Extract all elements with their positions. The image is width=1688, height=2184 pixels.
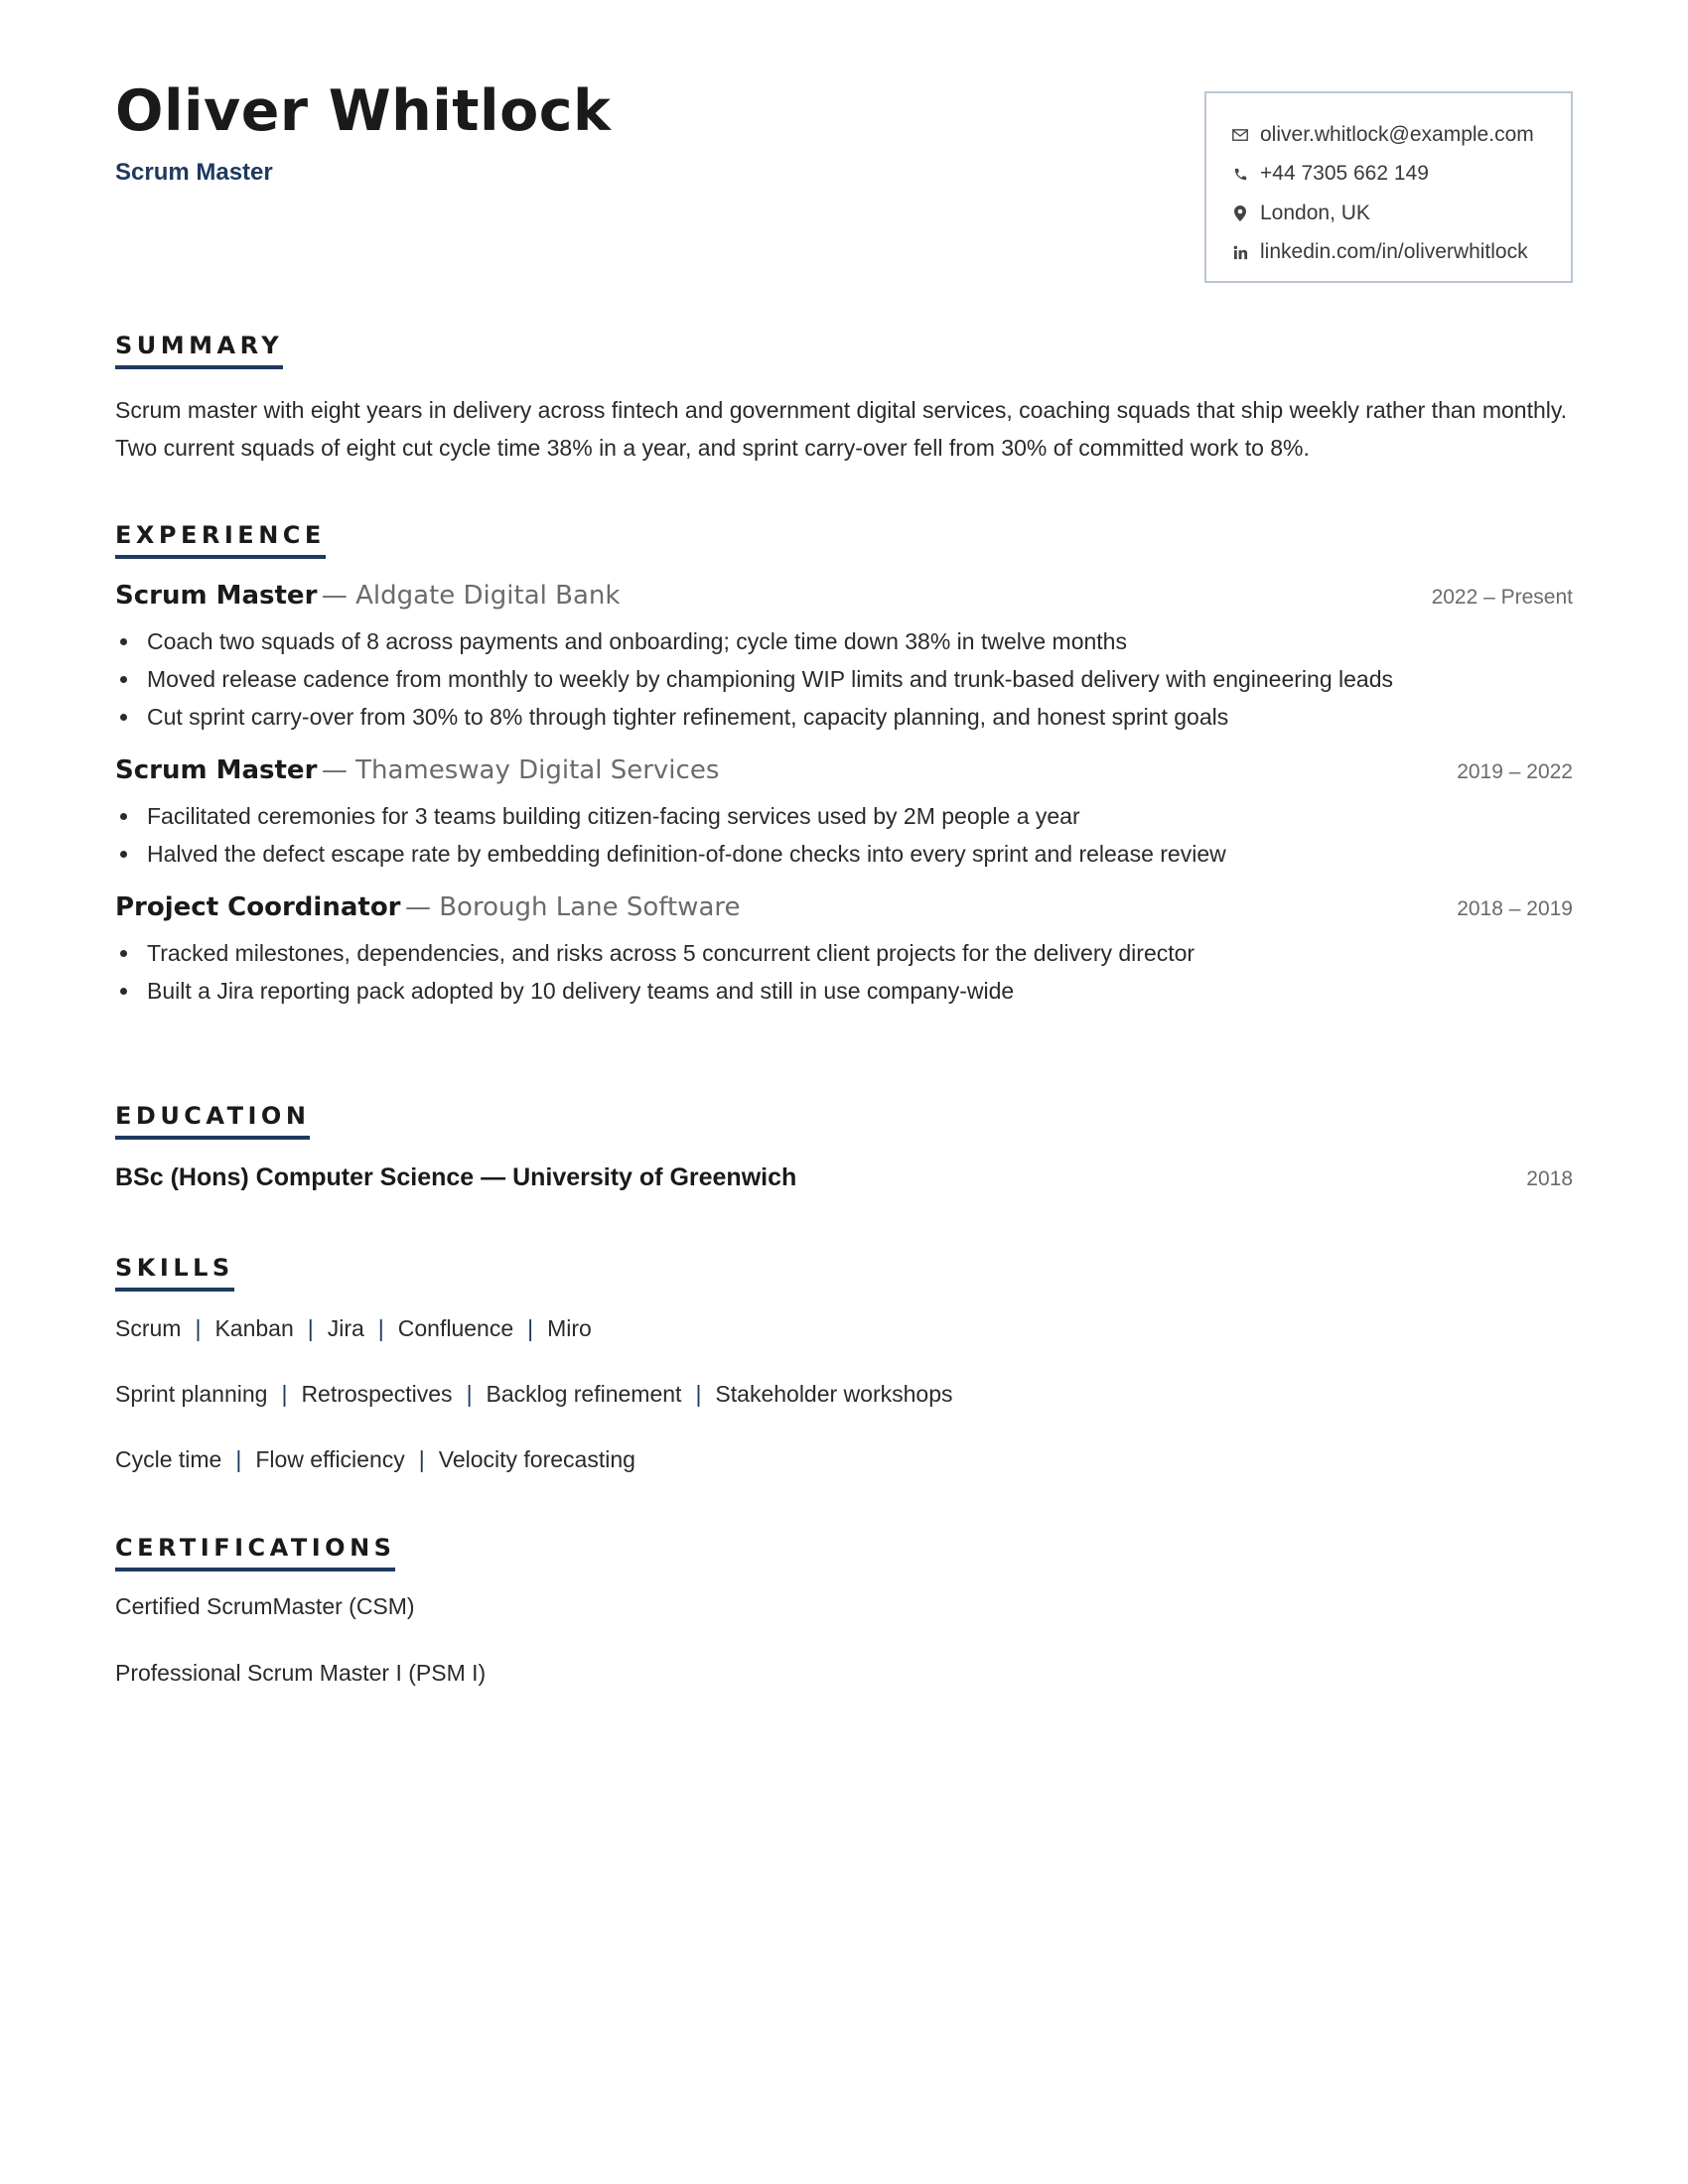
job-bullet: Facilitated ceremonies for 3 teams building citizen-facing services used by 2M people a year	[115, 797, 1573, 835]
job-heading	[115, 755, 719, 785]
job-separator: —	[321, 581, 356, 611]
map-pin-icon	[1230, 204, 1250, 223]
job-title: Project Coordinator	[115, 892, 401, 922]
skill-separator: |	[695, 1381, 702, 1407]
contact-box	[1204, 91, 1573, 283]
job-dates: 2022 – Present	[1431, 586, 1573, 609]
job-bullet: Moved release cadence from monthly to weekly by championing WIP limits and trunk-based delivery with engineering leads	[115, 660, 1573, 698]
certification-item: Certified ScrumMaster (CSM)	[115, 1593, 415, 1619]
contact-linkedin-row[interactable]	[1230, 233, 1571, 273]
skill-item: Miro	[547, 1315, 592, 1341]
job-header	[115, 755, 1573, 791]
job-bullet: Halved the defect escape rate by embedding definition-of-done checks into every sprint and release review	[115, 835, 1573, 873]
contact-phone[interactable]: +44 7305 662 149	[1260, 162, 1429, 186]
skill-separator: |	[307, 1315, 314, 1341]
summary-section	[115, 334, 1573, 467]
contact-phone-row[interactable]	[1230, 155, 1571, 195]
summary-text: Scrum master with eight years in delivery across fintech and government digital services, coaching squads that ship weekly rather than monthly. Two current squads of eight cut cycle time 38% in a year, and sprint carry-over fell from 30% of committed work to 8%.	[115, 397, 1568, 461]
job-bullet: Coach two squads of 8 across payments and onboarding; cycle time down 38% in twelve months	[115, 622, 1573, 660]
job-entry	[115, 755, 1573, 873]
skill-separator: |	[418, 1446, 425, 1472]
skill-separator: |	[527, 1315, 534, 1341]
skill-item: Flow efficiency	[255, 1446, 405, 1472]
candidate-name: Oliver Whitlock	[115, 78, 612, 144]
job-title: Scrum Master	[115, 755, 318, 785]
skill-item: Scrum	[115, 1315, 182, 1341]
education-section	[115, 1104, 1573, 1192]
contact-email-row[interactable]	[1230, 115, 1571, 155]
skill-item: Stakeholder workshops	[715, 1381, 953, 1407]
job-heading	[115, 581, 620, 611]
skill-item: Confluence	[397, 1315, 514, 1341]
mail-icon	[1230, 125, 1250, 145]
job-bullets	[115, 622, 1573, 736]
job-entry	[115, 581, 1573, 736]
contact-location: London, UK	[1260, 201, 1370, 224]
experience-section	[115, 523, 1573, 1010]
skill-separator: |	[235, 1446, 242, 1472]
skill-item: Sprint planning	[115, 1381, 268, 1407]
summary-heading: SUMMARY	[115, 334, 283, 369]
skill-separator: |	[195, 1315, 202, 1341]
skill-item: Jira	[327, 1315, 364, 1341]
job-heading	[115, 892, 740, 922]
skills-line	[115, 1375, 1573, 1440]
skills-line	[115, 1440, 1573, 1506]
job-separator: —	[321, 755, 356, 785]
job-bullets	[115, 797, 1573, 873]
job-company: Thamesway Digital Services	[355, 755, 720, 785]
skill-separator: |	[377, 1315, 384, 1341]
education-entry	[115, 1163, 1573, 1192]
job-entry	[115, 892, 1573, 1010]
job-bullet: Tracked milestones, dependencies, and risks across 5 concurrent client projects for the delivery director	[115, 934, 1573, 972]
education-degree: BSc (Hons) Computer Science — University of Greenwich	[115, 1163, 797, 1191]
job-header	[115, 892, 1573, 928]
resume-header	[115, 0, 1573, 298]
skill-item: Cycle time	[115, 1446, 222, 1472]
skill-item: Backlog refinement	[486, 1381, 682, 1407]
linkedin-icon	[1230, 242, 1250, 262]
certification-item: Professional Scrum Master I (PSM I)	[115, 1660, 487, 1686]
skills-section	[115, 1256, 1573, 1506]
contact-email[interactable]: oliver.whitlock@example.com	[1260, 122, 1534, 146]
job-dates: 2018 – 2019	[1457, 897, 1573, 920]
candidate-role: Scrum Master	[115, 159, 273, 186]
job-bullet: Built a Jira reporting pack adopted by 10 delivery teams and still in use company-wide	[115, 972, 1573, 1010]
job-bullet: Cut sprint carry-over from 30% to 8% through tighter refinement, capacity planning, and honest sprint goals	[115, 698, 1573, 736]
contact-location-row	[1230, 194, 1571, 233]
certifications-heading: CERTIFICATIONS	[115, 1536, 395, 1571]
skill-item: Kanban	[214, 1315, 294, 1341]
education-year: 2018	[1526, 1167, 1573, 1190]
education-heading: EDUCATION	[115, 1104, 310, 1140]
job-company: Borough Lane Software	[439, 892, 741, 922]
phone-icon	[1230, 164, 1250, 184]
resume-page	[115, 0, 1573, 1686]
job-header	[115, 581, 1573, 616]
skill-separator: |	[281, 1381, 288, 1407]
job-dates: 2019 – 2022	[1457, 760, 1573, 783]
certifications-section	[115, 1536, 1573, 1720]
skill-separator: |	[466, 1381, 473, 1407]
contact-linkedin[interactable]: linkedin.com/in/oliverwhitlock	[1260, 240, 1528, 264]
job-company: Aldgate Digital Bank	[355, 581, 621, 611]
job-title: Scrum Master	[115, 581, 318, 611]
skills-heading: SKILLS	[115, 1256, 234, 1292]
skill-item: Retrospectives	[301, 1381, 453, 1407]
job-separator: —	[404, 892, 440, 922]
job-bullets	[115, 934, 1573, 1010]
experience-heading: EXPERIENCE	[115, 523, 326, 559]
skills-line	[115, 1309, 1573, 1375]
skill-item: Velocity forecasting	[438, 1446, 635, 1472]
